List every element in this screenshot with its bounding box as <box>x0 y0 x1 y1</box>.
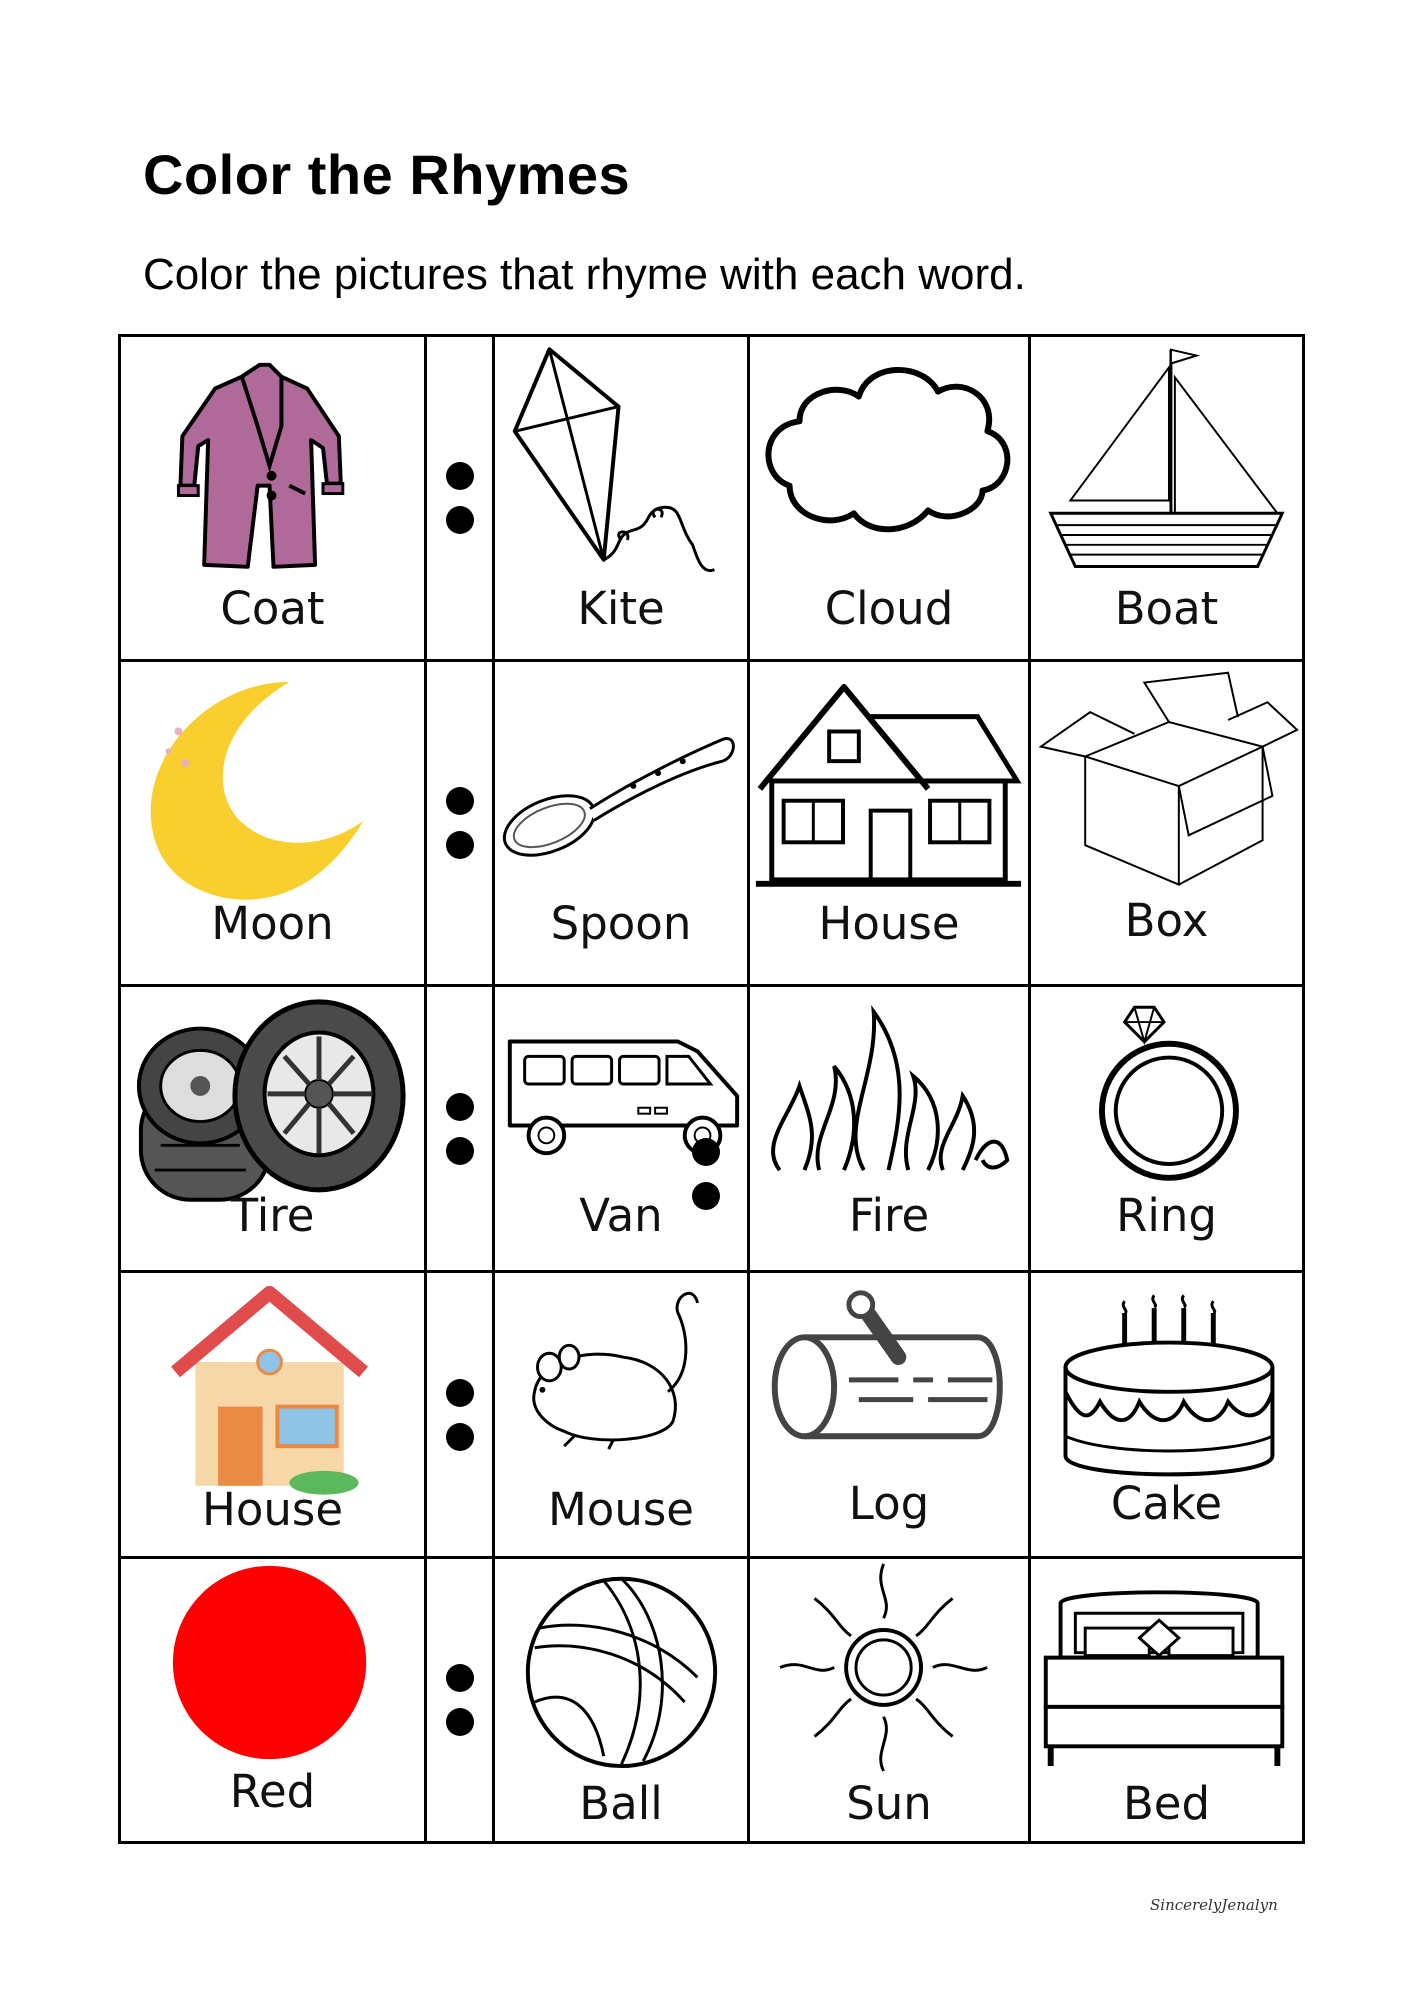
instructions: Color the pictures that rhyme with each word. <box>143 250 1026 299</box>
word-label: Tire <box>230 1189 315 1242</box>
word-label: Moon <box>211 897 334 950</box>
option-cell-boat[interactable] <box>1031 337 1302 662</box>
option-cell-spoon[interactable] <box>495 662 750 987</box>
option-label: House <box>818 897 960 950</box>
option-cell-house-outline[interactable] <box>750 662 1031 987</box>
word-cell-moon <box>121 662 427 987</box>
rhyme-grid <box>118 334 1305 1844</box>
signature: SincerelyJenalyn <box>1150 1896 1278 1914</box>
dot <box>692 1182 720 1210</box>
option-label: Bed <box>1122 1777 1211 1830</box>
option-label: Kite <box>577 582 665 635</box>
option-label: Mouse <box>547 1483 694 1536</box>
dot <box>692 1138 720 1166</box>
option-label: Sun <box>846 1777 932 1830</box>
word-cell-red <box>121 1559 427 1841</box>
word-label: Coat <box>220 582 325 635</box>
word-cell-coat <box>121 337 427 662</box>
dot <box>446 1093 474 1121</box>
colon-separator <box>427 987 495 1273</box>
page-title: Color the Rhymes <box>143 143 631 206</box>
option-label: Spoon <box>550 897 692 950</box>
option-cell-ring[interactable] <box>1031 987 1302 1273</box>
dot <box>446 1664 474 1692</box>
colon-separator <box>427 1273 495 1559</box>
option-cell-van[interactable] <box>495 987 750 1273</box>
word-label: Red <box>229 1765 316 1818</box>
option-label: Boat <box>1114 582 1219 635</box>
option-label: Fire <box>848 1189 930 1242</box>
word-label: House <box>201 1483 344 1536</box>
colon-separator <box>427 1559 495 1841</box>
option-cell-box[interactable] <box>1031 662 1302 987</box>
colon-separator <box>427 662 495 987</box>
dot <box>446 787 474 815</box>
dot <box>446 1423 474 1451</box>
word-cell-house <box>121 1273 427 1559</box>
option-cell-cloud[interactable] <box>750 337 1031 662</box>
option-label: Cake <box>1110 1477 1223 1530</box>
option-label: Ring <box>1116 1189 1217 1242</box>
option-cell-kite[interactable] <box>495 337 750 662</box>
word-cell-tire <box>121 987 427 1273</box>
dot <box>446 831 474 859</box>
option-label: Box <box>1124 894 1209 947</box>
option-label: Cloud <box>824 582 954 635</box>
option-cell-bed[interactable] <box>1031 1559 1302 1841</box>
option-cell-mouse[interactable] <box>495 1273 750 1559</box>
dot <box>446 1379 474 1407</box>
colon-separator <box>427 337 495 662</box>
option-label: Log <box>848 1477 930 1530</box>
dot <box>446 462 474 490</box>
dot <box>446 1137 474 1165</box>
option-cell-ball[interactable] <box>495 1559 750 1841</box>
option-label: Ball <box>579 1777 663 1830</box>
dot <box>446 1708 474 1736</box>
option-cell-fire[interactable] <box>750 987 1031 1273</box>
option-label: Van <box>579 1189 663 1242</box>
stray-colon <box>692 1138 720 1210</box>
option-cell-cake[interactable] <box>1031 1273 1302 1559</box>
dot <box>446 506 474 534</box>
option-cell-sun[interactable] <box>750 1559 1031 1841</box>
option-cell-log[interactable] <box>750 1273 1031 1559</box>
